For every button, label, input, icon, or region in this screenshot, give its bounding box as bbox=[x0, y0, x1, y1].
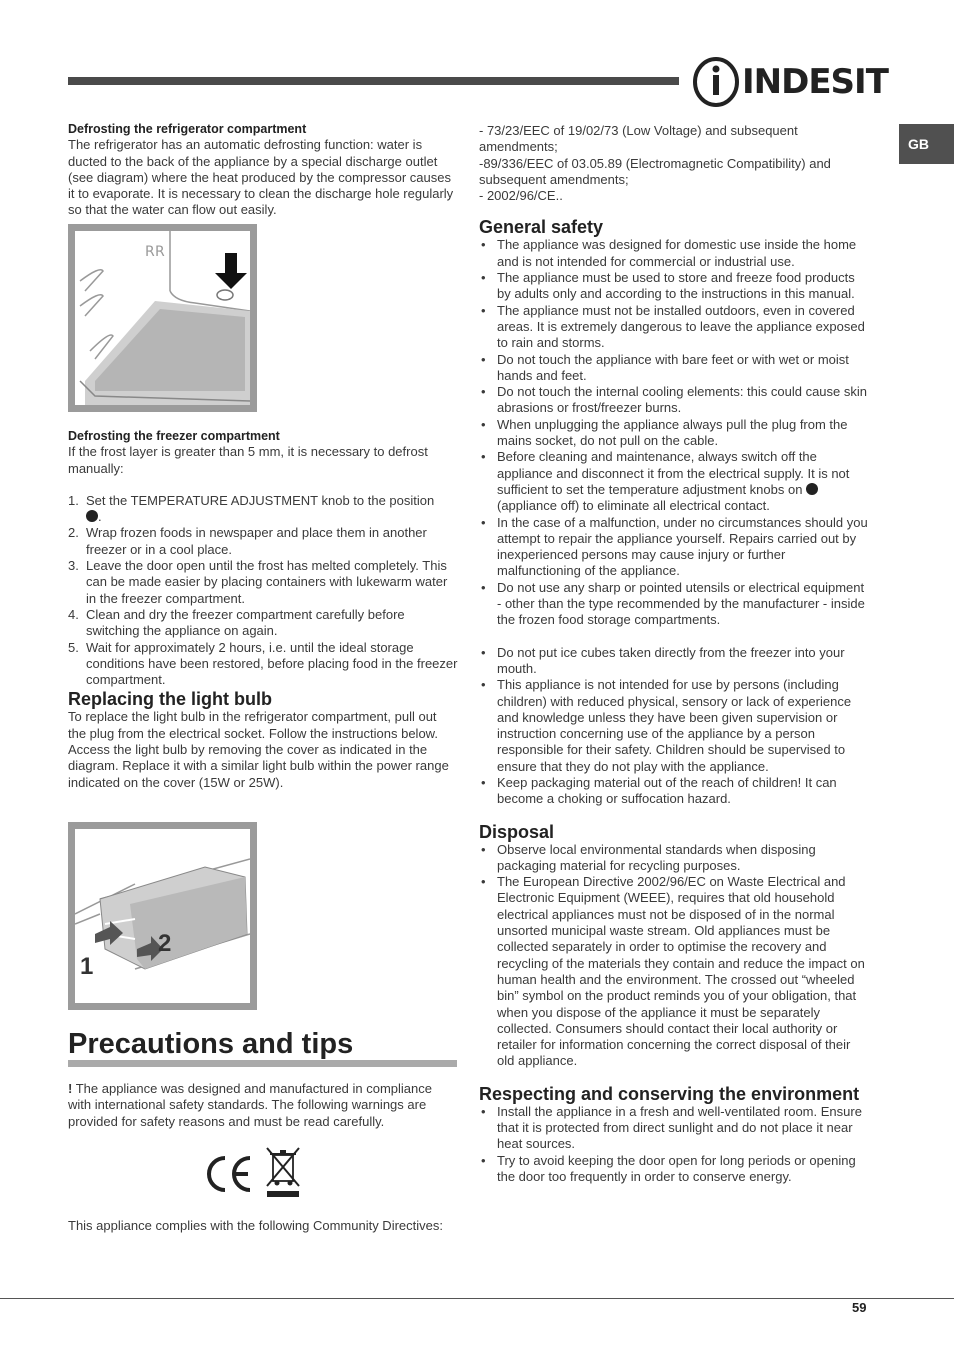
defrost-fridge-heading: Defrosting the refrigerator compartment bbox=[68, 122, 307, 136]
knob-item-text: Before cleaning and maintenance, always switch off the appliance and disconnect it from the electrical supply. It is not sufficient to set the temperature adjustment knobs on bbox=[497, 449, 850, 497]
list-item: • The European Directive 2002/96/EC on Waste Electrical and Electronic Equipment (WEEE), requires that old household electrical appliances must not be disposed of in the normal unsorted municipal waste stream. Old appliances must be collected separately in order to optimise the recovery and recycling of the materials they contain and reduce the impact on human health and the environment. The crossed out “wheeled bin” symbol on the product reminds you of your obligation, that when you dispose of the appliance it must be separately collected. Consumers should contact their local authority or retailer for information concerning the correct disposal of their old appliance. bbox=[479, 874, 871, 1070]
list-item: • Observe local environmental standards when disposing packaging material for recycling purposes. bbox=[479, 842, 871, 875]
step-text: Set the TEMPERATURE ADJUSTMENT knob to the position bbox=[86, 492, 435, 508]
list-item: • This appliance is not intended for use by persons (including children) with reduced physical, sensory or lack of experience and knowledge unless they have been given supervision or instruction concerning use of the appliance by a person responsible for their safety. Children should be supervised to ensure that they do not play with the appliance. bbox=[479, 677, 871, 775]
step-number: 4. bbox=[68, 606, 79, 622]
list-item: • Do not use any sharp or pointed utensils or electrical equipment - other than the type recommended by the manufacturer - inside the frozen food storage compartments. bbox=[479, 580, 871, 629]
directive-emc: -89/336/EEC of 03.05.89 (Electromagnetic Compatibility) and subsequent amendments; bbox=[479, 155, 831, 187]
bulb-paragraph-1: To replace the light bulb in the refrigerator compartment, pull out the plug from the electrical socket. Follow the instructions below. bbox=[68, 709, 438, 741]
step-text: Clean and dry the freezer compartment carefully before switching the appliance on again. bbox=[86, 606, 405, 639]
complies-paragraph bbox=[68, 1218, 458, 1234]
defrost-freezer-section bbox=[68, 428, 458, 791]
list-item: • When unplugging the appliance always pull the plug from the mains socket, do not pull on the cable. bbox=[479, 417, 871, 450]
step-text: Wrap frozen foods in newspaper and place them in another freezer or in a cool place. bbox=[86, 525, 427, 557]
off-position-icon bbox=[806, 483, 818, 495]
step-text: Wait for approximately 2 hours, i.e. until the ideal storage conditions have been restored, before placing food in the freezer compartment. bbox=[86, 639, 458, 688]
svg-text:R: R bbox=[155, 244, 165, 260]
list-item bbox=[68, 493, 458, 526]
list-item: • The appliance was designed for domestic use inside the home and is not intended for commercial or industrial use. bbox=[479, 237, 871, 270]
general-safety-list bbox=[479, 237, 871, 628]
step-text: Leave the door open until the frost has melted completely. This can be made easier by placing containers with lukewarm water in the freezer compartment. bbox=[86, 558, 448, 606]
crossed-wheeled-bin-icon bbox=[264, 1146, 302, 1200]
list-item: • Keep packaging material out of the reach of children! It can become a choking or suffocation hazard. bbox=[479, 775, 871, 808]
disposal-list bbox=[479, 842, 871, 1070]
step-1-label: 1 bbox=[80, 953, 94, 980]
precautions-title-rule bbox=[68, 1060, 457, 1067]
replacing-bulb-heading: Replacing the light bulb bbox=[68, 689, 272, 710]
step-number: 2. bbox=[68, 525, 79, 541]
light-bulb-cover-diagram bbox=[68, 822, 257, 1010]
list-item bbox=[68, 640, 458, 689]
step-2-label: 2 bbox=[158, 930, 172, 957]
general-safety-heading: General safety bbox=[479, 217, 604, 238]
ce-mark-icon bbox=[202, 1148, 254, 1200]
precautions-intro bbox=[68, 1081, 458, 1130]
list-item: • Do not touch the appliance with bare feet or with wet or moist hands and feet. bbox=[479, 352, 871, 385]
page-number: 59 bbox=[852, 1300, 867, 1315]
complies-text: This appliance complies with the following Community Directives: bbox=[68, 1218, 443, 1233]
list-item bbox=[68, 525, 458, 558]
warning-mark: ! bbox=[68, 1081, 73, 1096]
list-item: • In the case of a malfunction, under no circumstances should you attempt to repair the appliance yourself. Repairs carried out by inexperienced persons may cause injury or further malfunctioning of the appliance. bbox=[479, 515, 871, 580]
step-number: 3. bbox=[68, 558, 79, 574]
list-item: • The appliance must not be installed outdoors, even in covered areas. It is extremely dangerous to leave the appliance exposed to rain and storms. bbox=[479, 303, 871, 352]
language-tab: GB bbox=[899, 124, 954, 164]
right-column bbox=[479, 123, 871, 1185]
discharge-outlet-diagram bbox=[68, 224, 257, 412]
header-rule bbox=[68, 77, 679, 85]
list-item: • Install the appliance in a fresh and well-ventilated room. Ensure that it is protected from direct sunlight and do not place it near heat sources. bbox=[479, 1104, 871, 1153]
defrost-freezer-body: If the frost layer is greater than 5 mm, it is necessary to defrost manually: bbox=[68, 444, 428, 476]
list-item bbox=[68, 607, 458, 640]
defrost-fridge-body: The refrigerator has an automatic defrosting function: water is ducted to the back of the appliance by a special discharge outlet (see diagram) where the heat produced by the compressor causes it to evaporate. It is necessary to clean the discharge hole regularly so that the water can flow out easily. bbox=[68, 137, 454, 218]
general-safety-list-continued bbox=[479, 645, 871, 808]
precautions-title: Precautions and tips bbox=[68, 1028, 354, 1060]
svg-text:R: R bbox=[145, 244, 155, 260]
knob-item-text-end: (appliance off) to eliminate all electrical contact. bbox=[497, 498, 770, 514]
footer-rule bbox=[0, 1298, 954, 1299]
list-item: • Do not touch the internal cooling elements: this could cause skin abrasions or frost/freezer burns. bbox=[479, 384, 871, 417]
disposal-heading: Disposal bbox=[479, 821, 555, 842]
brand-wordmark: INDESIT bbox=[742, 62, 888, 102]
step-number: 5. bbox=[68, 639, 79, 655]
step-text-end: . bbox=[98, 509, 102, 525]
off-position-icon bbox=[86, 510, 98, 522]
environment-list bbox=[479, 1104, 871, 1185]
list-item bbox=[479, 449, 871, 514]
bulb-paragraph-2: Access the light bulb by removing the cover as indicated in the diagram. Replace it with a similar light bulb within the power range indicated on the cover (15W or 25W). bbox=[68, 742, 449, 790]
directive-weee: - 2002/96/CE.. bbox=[479, 188, 563, 204]
defrost-freezer-heading: Defrosting the freezer compartment bbox=[68, 429, 280, 443]
defrost-steps bbox=[68, 493, 458, 689]
directive-low-voltage: - 73/23/EEC of 19/02/73 (Low Voltage) and subsequent amendments; bbox=[479, 123, 798, 155]
list-item: • The appliance must be used to store and freeze food products by adults only and according to the instructions in this manual. bbox=[479, 270, 871, 303]
list-item: • Do not put ice cubes taken directly from the freezer into your mouth. bbox=[479, 645, 871, 678]
environment-heading: Respecting and conserving the environment bbox=[479, 1083, 860, 1104]
list-item bbox=[68, 558, 458, 607]
precautions-intro-text: The appliance was designed and manufactured in compliance with international safety standards. The following warnings are provided for safety reasons and must be read carefully. bbox=[68, 1081, 433, 1129]
left-column bbox=[68, 121, 458, 219]
list-item: • Try to avoid keeping the door open for long periods or opening the door too frequently in order to conserve energy. bbox=[479, 1153, 871, 1186]
step-number: 1. bbox=[68, 492, 79, 508]
